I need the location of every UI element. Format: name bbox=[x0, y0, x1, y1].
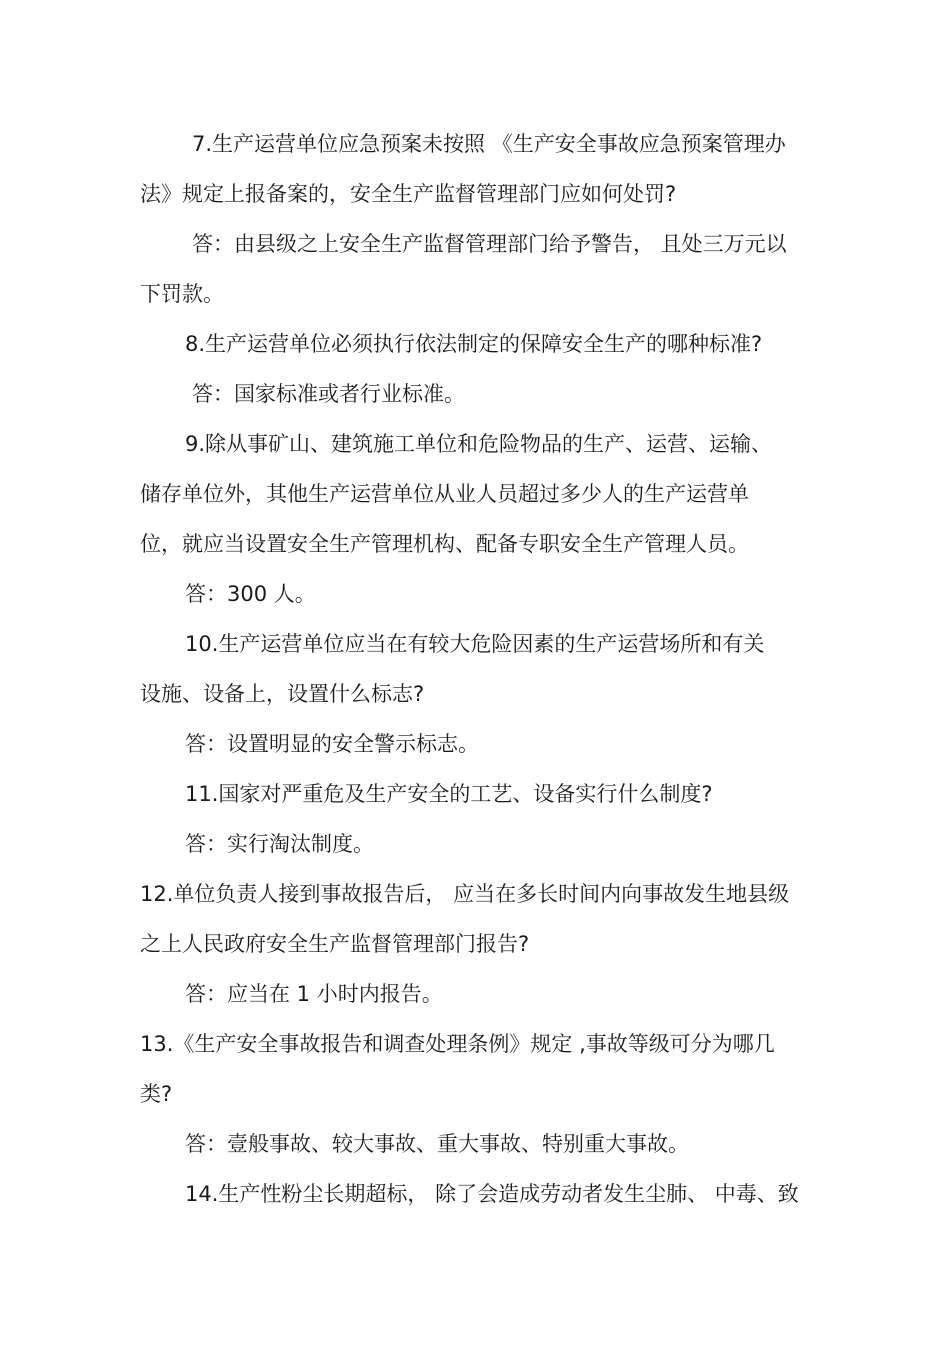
answer-12: 答：应当在 1 小时内报告。 bbox=[185, 982, 443, 1006]
question-7-line-2: 法》规定上报备案的，安全生产监督管理部门应如何处罚? bbox=[140, 182, 677, 206]
answer-7-line-1: 答：由县级之上安全生产监督管理部门给予警告， 且处三万元以 bbox=[192, 232, 787, 256]
question-14-line-1: 14.生产性粉尘长期超标， 除了会造成劳动者发生尘肺、 中毒、致 bbox=[185, 1182, 799, 1206]
question-8: 8.生产运营单位必须执行依法制定的保障安全生产的哪种标准? bbox=[185, 332, 763, 356]
answer-8: 答：国家标准或者行业标准。 bbox=[192, 382, 465, 406]
answer-13: 答：壹般事故、较大事故、重大事故、特别重大事故。 bbox=[185, 1132, 689, 1156]
question-13-line-1: 13.《生产安全事故报告和调查处理条例》规定 ,事故等级可分为哪几 bbox=[140, 1032, 775, 1056]
answer-11: 答：实行淘汰制度。 bbox=[185, 832, 374, 856]
question-12-line-2: 之上人民政府安全生产监督管理部门报告? bbox=[140, 932, 530, 956]
question-10-line-2: 设施、设备上，设置什么标志? bbox=[140, 682, 425, 706]
question-10-line-1: 10.生产运营单位应当在有较大危险因素的生产运营场所和有关 bbox=[185, 632, 765, 656]
question-9-line-2: 储存单位外，其他生产运营单位从业人员超过多少人的生产运营单 bbox=[140, 482, 749, 506]
question-12-line-1: 12.单位负责人接到事故报告后， 应当在多长时间内向事故发生地县级 bbox=[140, 882, 790, 906]
answer-7-line-2: 下罚款。 bbox=[140, 282, 224, 306]
question-9-line-3: 位，就应当设置安全生产管理机构、配备专职安全生产管理人员。 bbox=[140, 532, 749, 556]
answer-10: 答：设置明显的安全警示标志。 bbox=[185, 732, 479, 756]
question-11: 11.国家对严重危及生产安全的工艺、设备实行什么制度? bbox=[185, 782, 713, 806]
question-13-line-2: 类? bbox=[140, 1082, 173, 1106]
answer-9: 答：300 人。 bbox=[185, 582, 316, 606]
question-7-line-1: 7.生产运营单位应急预案未按照 《生产安全事故应急预案管理办 bbox=[192, 132, 786, 156]
question-9-line-1: 9.除从事矿山、建筑施工单位和危险物品的生产、运营、运输、 bbox=[185, 432, 773, 456]
